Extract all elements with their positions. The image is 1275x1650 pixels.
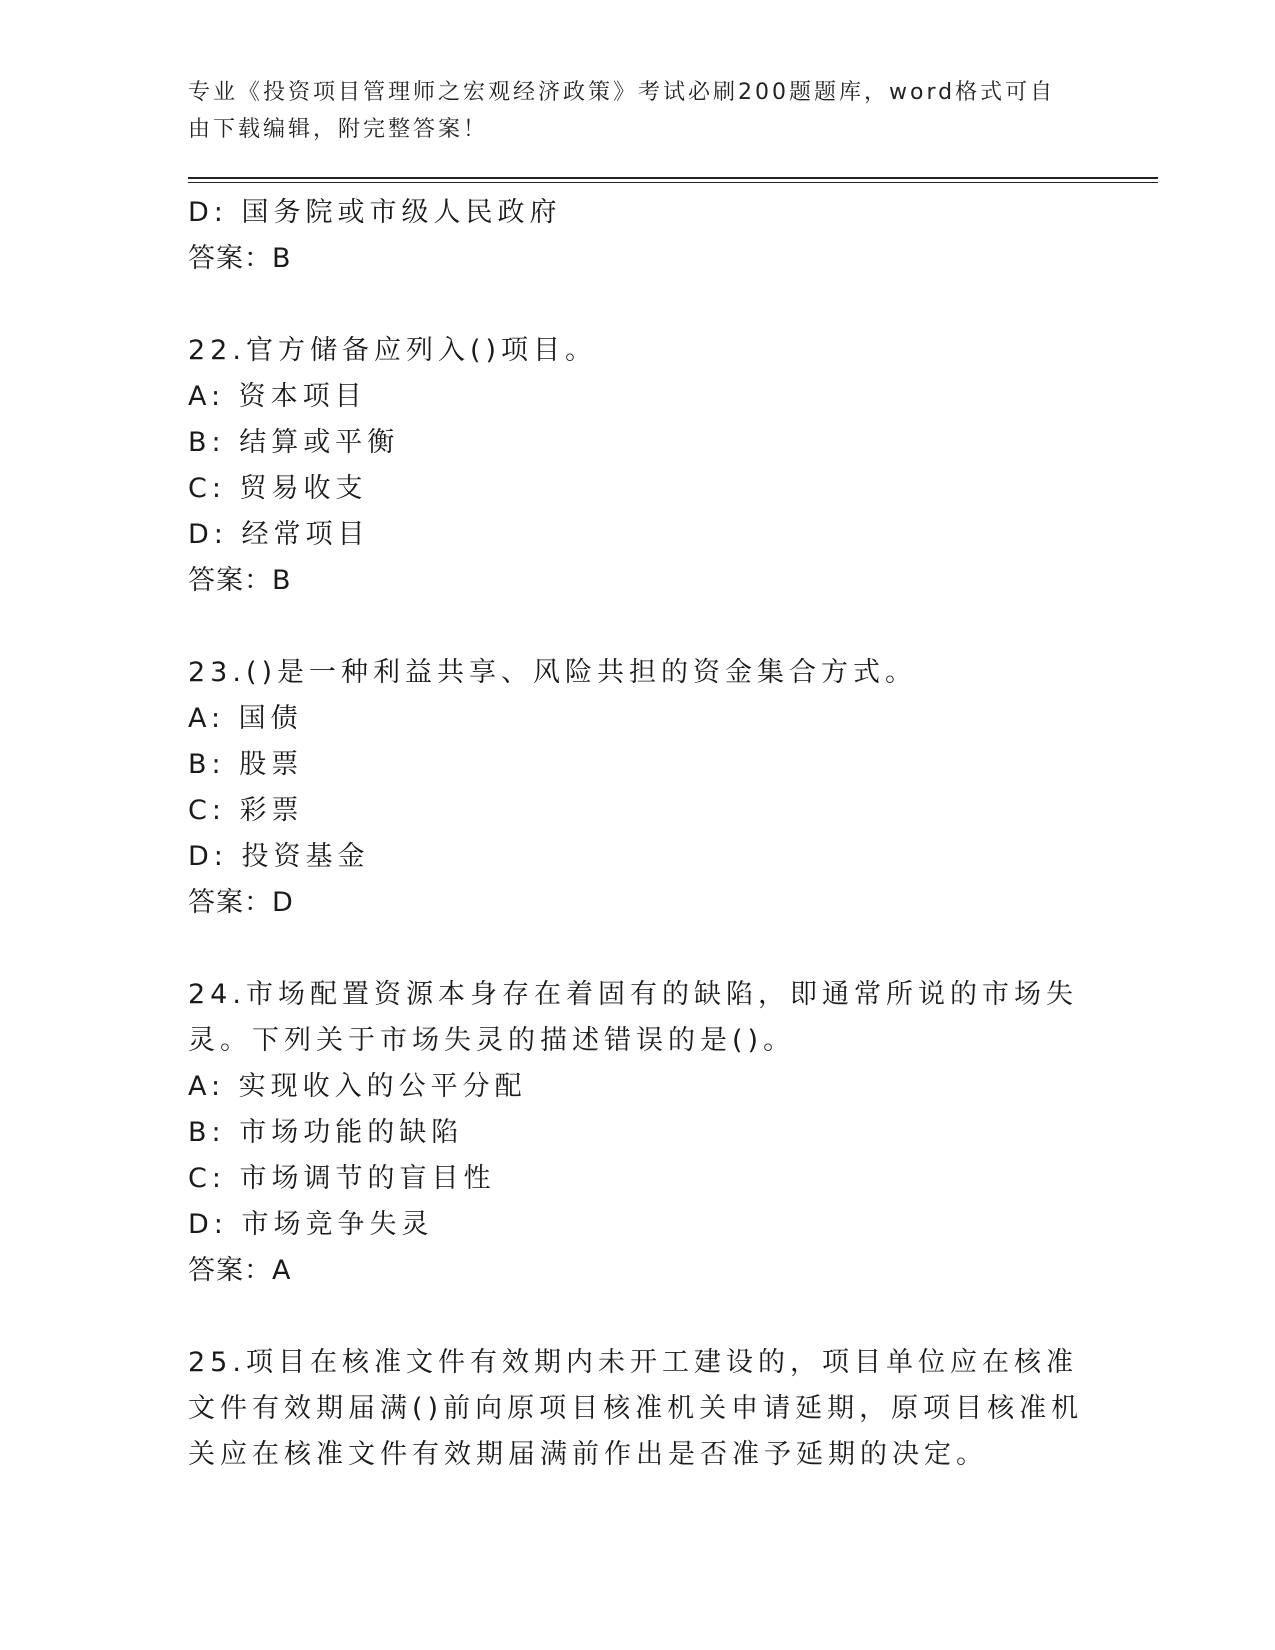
option-d: D: 国务院或市级人民政府 — [188, 197, 562, 228]
option-c: C: 彩票 — [188, 795, 304, 826]
option-b: B: 股票 — [188, 749, 304, 780]
option-a: A: 实现收入的公平分配 — [188, 1071, 527, 1102]
header-rule-thin — [188, 182, 1158, 183]
option-c: C: 贸易收支 — [188, 473, 368, 504]
question-stem: 25.项目在核准文件有效期内未开工建设的，项目单位应在核准文件有效期届满()前向原项目核准机关申请延期，原项目核准机关应在核准文件有效期届满前作出是否准予延期的决定。 — [188, 1347, 1084, 1470]
question-stem: 22.官方储备应列入()项目。 — [188, 335, 598, 366]
question-25 — [188, 1340, 1088, 1478]
answer-line: 答案：D — [188, 887, 294, 918]
option-b: B: 市场功能的缺陷 — [188, 1117, 464, 1148]
answer-line: 答案：A — [188, 1255, 292, 1286]
option-d: D: 市场竞争失灵 — [188, 1209, 434, 1240]
carryover-question — [188, 190, 1088, 282]
option-c: C: 市场调节的盲目性 — [188, 1163, 496, 1194]
question-stem: 23.()是一种利益共享、风险共担的资金集合方式。 — [188, 657, 918, 688]
page-header: 专业《投资项目管理师之宏观经济政策》考试必刷200题题库，word格式可自由下载编辑，附完整答案！ — [188, 80, 1056, 142]
question-list — [188, 190, 1088, 1478]
option-b: B: 结算或平衡 — [188, 427, 400, 458]
option-d: D: 经常项目 — [188, 519, 370, 550]
option-a: A: 资本项目 — [188, 381, 367, 412]
answer-line: 答案：B — [188, 243, 292, 274]
question-stem: 24.市场配置资源本身存在着固有的缺陷，即通常所说的市场失灵。下列关于市场失灵的描述错误的是()。 — [188, 979, 1078, 1056]
question-23 — [188, 650, 1088, 926]
question-22 — [188, 328, 1088, 604]
option-a: A: 国债 — [188, 703, 303, 734]
question-24 — [188, 972, 1088, 1294]
header-rule-thick — [188, 177, 1158, 179]
option-d: D: 投资基金 — [188, 841, 370, 872]
answer-line: 答案：B — [188, 565, 292, 596]
